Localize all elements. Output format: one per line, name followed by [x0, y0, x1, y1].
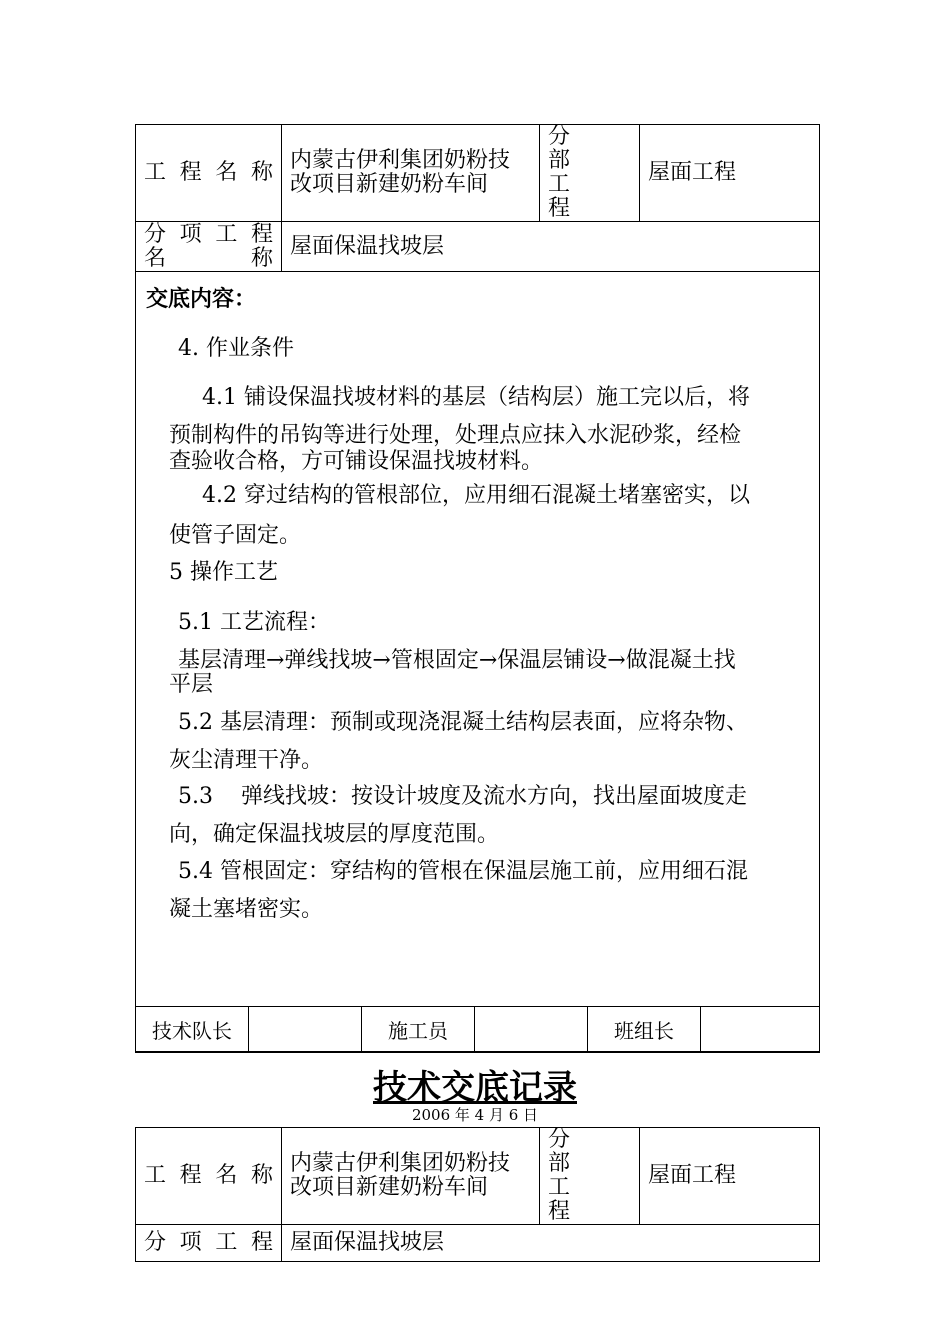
- project-name-label: 工 程 名 称: [136, 125, 282, 222]
- tech-lead-signature: [249, 1007, 362, 1052]
- tech-lead-label: 技术队长: [136, 1007, 249, 1052]
- dept-label-top: 分 部: [548, 1127, 615, 1176]
- content-line: 向，确定保温找坡层的厚度范围。: [169, 822, 500, 847]
- team-lead-signature: [701, 1007, 820, 1052]
- dept-value: 屋面工程: [640, 125, 820, 222]
- team-lead-label: 班组长: [588, 1007, 701, 1052]
- dept-value: 屋面工程: [640, 1128, 820, 1225]
- next-disclosure-table: [135, 1127, 820, 1262]
- project-name-label: 工 程 名 称: [136, 1128, 282, 1225]
- record-date: 2006 年 4 月 6 日: [411, 1106, 539, 1124]
- project-name-line2: 改项目新建奶粉车间: [290, 1175, 489, 1200]
- content-line: 4. 作业条件: [178, 336, 294, 361]
- sub-project-label: 分 项 工 程: [136, 1225, 282, 1262]
- disclosure-table: [135, 124, 820, 1053]
- dept-label: [540, 1128, 640, 1225]
- content-line: 查验收合格，方可铺设保温找坡材料。: [169, 449, 544, 474]
- project-name-value: [282, 125, 540, 222]
- sub-project-label: [136, 222, 282, 272]
- worker-label: 施工员: [362, 1007, 475, 1052]
- sub-label-line1: 分 项 工 程: [144, 221, 273, 247]
- content-line: 基层清理→弹线找坡→管根固定→保温层铺设→做混凝土找: [178, 648, 736, 673]
- dept-label-bottom: 工 程: [548, 172, 615, 221]
- sub-project-value: 屋面保温找坡层: [282, 222, 820, 272]
- content-line: 灰尘清理干净。: [169, 748, 324, 773]
- content-line: 凝土塞堵密实。: [169, 897, 324, 922]
- content-line: 5.4 管根固定：穿结构的管根在保温层施工前，应用细石混: [178, 859, 748, 884]
- dept-label: [540, 125, 640, 222]
- content-line: 平层: [169, 672, 214, 697]
- content-line: 5 操作工艺: [169, 560, 278, 585]
- signature-row: [135, 1006, 820, 1052]
- project-name-value: [282, 1128, 540, 1225]
- content-line: 4.2 穿过结构的管根部位，应用细石混凝土堵塞密实，以: [202, 483, 750, 508]
- content-heading: 交底内容：: [146, 286, 257, 312]
- content-line: 5.2 基层清理：预制或现浇混凝土结构层表面，应将杂物、: [178, 710, 748, 735]
- content-body: [136, 272, 819, 1052]
- project-name-line1: 内蒙古伊利集团奶粉技: [290, 1151, 511, 1176]
- project-name-line2: 改项目新建奶粉车间: [290, 172, 489, 197]
- content-line: 使管子固定。: [169, 523, 302, 548]
- content-line: 4.1 铺设保温找坡材料的基层（结构层）施工完以后，将: [202, 385, 750, 410]
- dept-label-bottom: 工 程: [548, 1175, 615, 1224]
- dept-label-top: 分 部: [548, 124, 615, 173]
- sub-label-line2: 名 称: [144, 245, 273, 271]
- project-name-line1: 内蒙古伊利集团奶粉技: [290, 148, 511, 173]
- content-cell: [136, 272, 820, 1053]
- content-line: 5.3 弹线找坡：按设计坡度及流水方向，找出屋面坡度走: [178, 784, 747, 809]
- page-title: 技术交底记录: [373, 1068, 577, 1108]
- worker-signature: [475, 1007, 588, 1052]
- content-line: 预制构件的吊钩等进行处理，处理点应抹入水泥砂浆，经检: [169, 423, 742, 448]
- content-line: 5.1 工艺流程：: [178, 610, 330, 635]
- sub-project-value: 屋面保温找坡层: [282, 1225, 820, 1262]
